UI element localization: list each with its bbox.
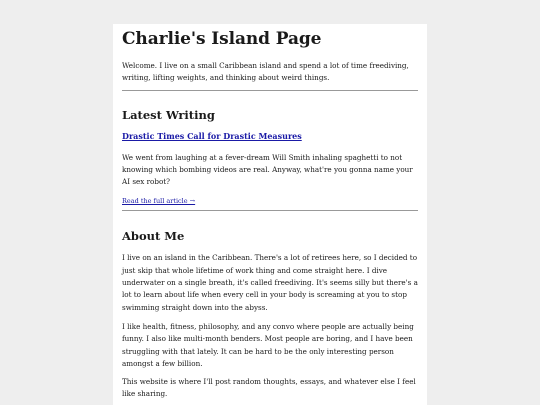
intro-text: Welcome. I live on a small Caribbean island and spend a lot of time freediving, writing, lifting weights, and thinking about weird things.: [122, 61, 409, 83]
about-paragraph: This website is where I'll post random thoughts, essays, and whatever else I feel like sharing.: [122, 377, 416, 399]
latest-writing-section: [122, 108, 418, 208]
about-paragraph: I live on an island in the Caribbean. There's a lot of retirees here, so I decided to just skip that whole lifetime of work thing and come straight here. I dive underwater on a single breath, it's called freediving. It's seems silly but there's a lot to learn about life when every cell in your body is screaming at you to stop swimming straight down into the abyss.: [122, 253, 418, 312]
about-paragraph: I like health, fitness, philosophy, and any convo where people are actually being funny. I also like multi-month benders. Most people are boring, and I have been struggling with that lately. It can be hard to be the only interesting person amongst a few billion.: [122, 321, 414, 368]
page-title: Charlie's Island Page: [122, 29, 322, 49]
page-content: [113, 24, 427, 405]
divider: [122, 210, 418, 211]
post-title-link[interactable]: Drastic Times Call for Drastic Measures: [122, 130, 302, 141]
read-full-article-link[interactable]: Read the full article →: [122, 197, 196, 206]
divider: [122, 90, 418, 91]
post-excerpt: We went from laughing at a fever-dream Will Smith inhaling spaghetti to not knowing which bombing videos are real. Anyway, what're you gonna name your AI sex robot?: [122, 152, 413, 187]
latest-writing-heading: Latest Writing: [122, 107, 215, 122]
about-me-heading: About Me: [122, 229, 185, 244]
about-me-section: [122, 229, 418, 400]
